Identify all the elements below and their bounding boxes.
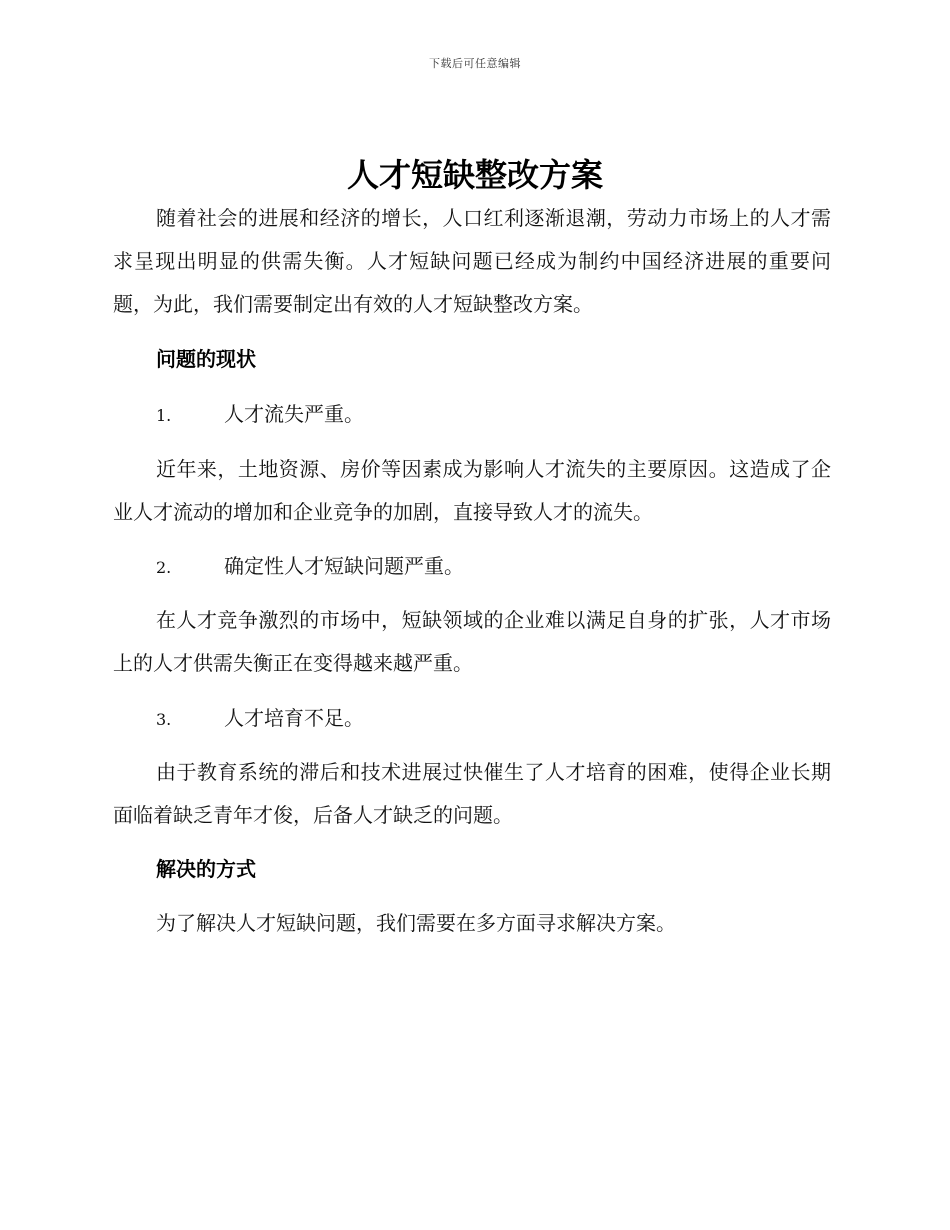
list-item-label: 人才流失严重。 [224, 402, 364, 426]
item-3-paragraph: 由于教育系统的滞后和技术进展过快催生了人才培育的困难，使得企业长期面临着缺乏青年才俊，后备人才缺乏的问题。 [113, 760, 831, 827]
list-item-2 [156, 551, 464, 583]
list-number: 2. [156, 558, 172, 577]
list-item-1 [156, 399, 364, 431]
document-title: 人才短缺整改方案 [346, 156, 603, 194]
list-number: 1. [156, 406, 172, 425]
item-1-paragraph: 近年来，土地资源、房价等因素成为影响人才流失的主要原因。这造成了企业人才流动的增加和企业竞争的加剧，直接导致人才的流失。 [113, 457, 831, 524]
list-item-label: 人才培育不足。 [224, 706, 364, 730]
section-heading-solution: 解决的方式 [156, 857, 256, 881]
section-heading-status: 问题的现状 [156, 347, 256, 371]
solution-paragraph: 为了解决人才短缺问题，我们需要在多方面寻求解决方案。 [156, 911, 676, 935]
intro-paragraph: 随着社会的进展和经济的增长，人口红利逐渐退潮，劳动力市场上的人才需求呈现出明显的供需失衡。人才短缺问题已经成为制约中国经济进展的重要问题，为此，我们需要制定出有效的人才短缺整改方案。 [113, 206, 831, 316]
list-item-3 [156, 703, 364, 735]
list-number: 3. [156, 710, 172, 729]
item-2-paragraph: 在人才竞争激烈的市场中，短缺领域的企业难以满足自身的扩张，人才市场上的人才供需失衡正在变得越来越严重。 [113, 608, 831, 675]
header-note: 下载后可任意编辑 [429, 57, 521, 70]
list-item-label: 确定性人才短缺问题严重。 [224, 554, 464, 578]
